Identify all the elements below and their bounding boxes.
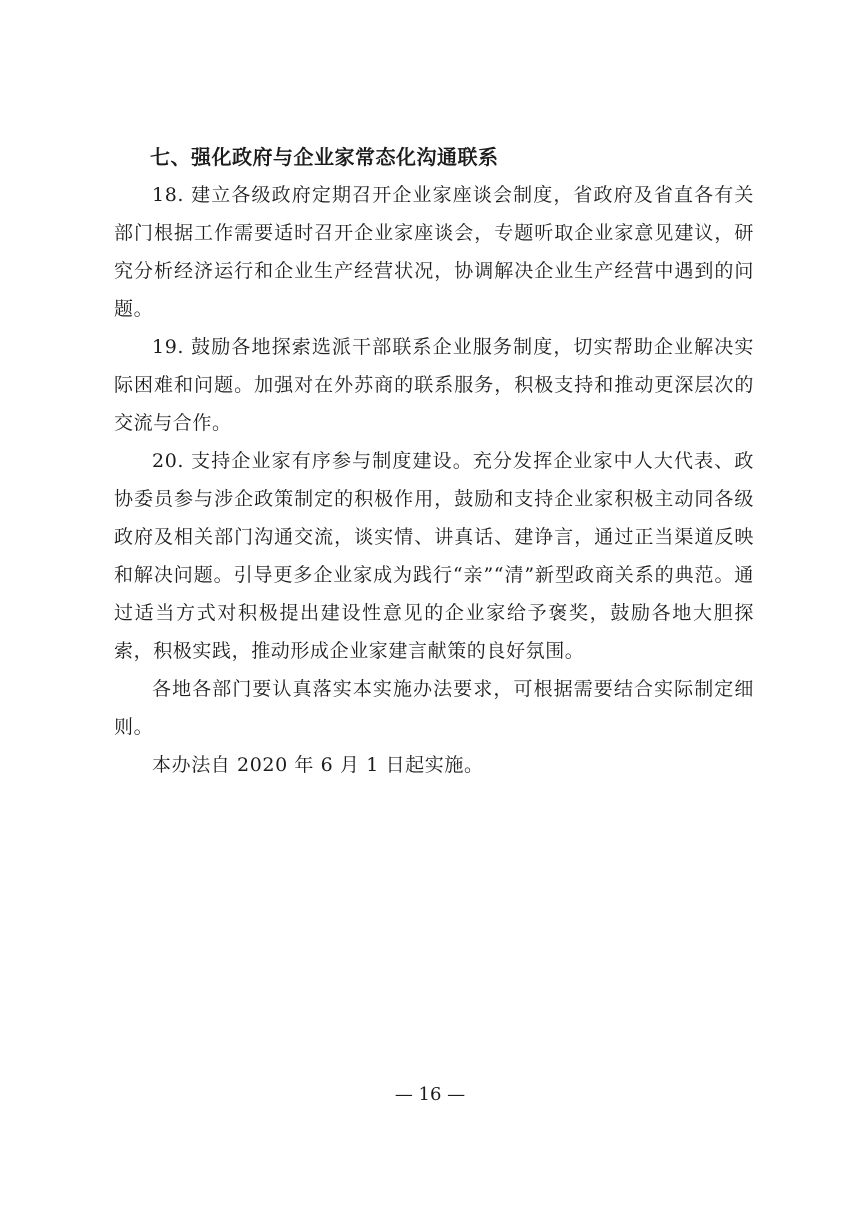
paragraph-item-18: 18. 建立各级政府定期召开企业家座谈会制度，省政府及省直各有关部门根据工作需要适时召开企业家座谈会，专题听取企业家意见建议，研究分析经济运行和企业生产经营状况，协调解决企业生产经营中遇到的问题。 (114, 184, 754, 320)
paragraph-item-20: 20. 支持企业家有序参与制度建设。充分发挥企业家中人大代表、政协委员参与涉企政策制定的积极作用，鼓励和支持企业家积极主动同各级政府及相关部门沟通交流，谈实情、讲真话、建诤言，通过正当渠道反映和解决问题。引导更多企业家成为践行“亲”“清”新型政商关系的典范。通过适当方式对积极提出建设性意见的企业家给予褒奖，鼓励各地大胆探索，积极实践，推动形成企业家建言献策的良好氛围。 (114, 450, 754, 662)
paragraph-implementation-requirement: 各地各部门要认真落实本实施办法要求，可根据需要结合实际制定细则。 (114, 678, 754, 738)
page-number: — 16 — (394, 1084, 466, 1105)
document-body (114, 138, 754, 784)
paragraph-effective-date: 本办法自 2020 年 6 月 1 日起实施。 (152, 754, 484, 776)
section-heading: 七、强化政府与企业家常态化沟通联系 (150, 145, 499, 169)
paragraph-item-19: 19. 鼓励各地探索选派干部联系企业服务制度，切实帮助企业解决实际困难和问题。加强对在外苏商的联系服务，积极支持和推动更深层次的交流与合作。 (114, 336, 754, 434)
